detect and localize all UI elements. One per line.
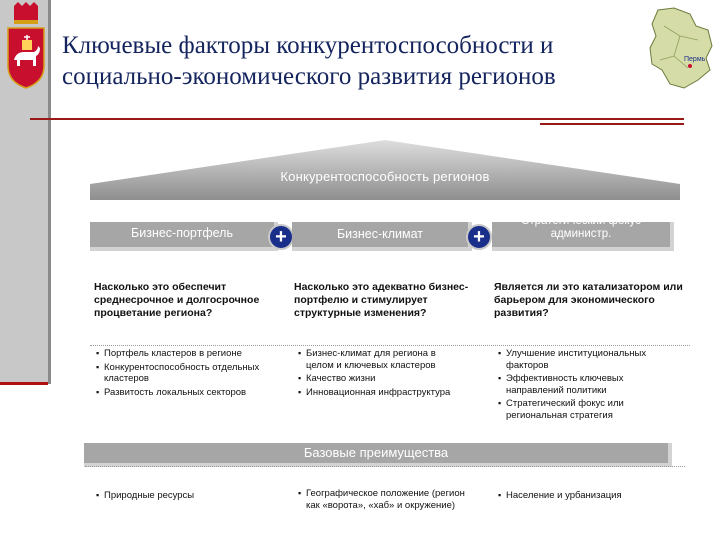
- plus-icon: +: [466, 224, 492, 250]
- pillar-business-portfolio: [90, 222, 278, 251]
- pillar-bullets: [92, 348, 262, 400]
- left-decor-edge: [48, 0, 51, 384]
- list-item: ▪ Население и урбанизация: [494, 490, 684, 502]
- base-items: [494, 490, 684, 504]
- list-item: ▪ Природные ресурсы: [92, 490, 262, 502]
- pillar-question: Насколько это обеспечит среднесрочное и долгосрочное процветание региона?: [94, 281, 260, 319]
- left-decor-red-line: [0, 382, 48, 385]
- list-item: ▪ Улучшение институциональных факторов: [494, 348, 674, 371]
- list-item: ▪ Географическое положение (регион как «ворота», «хаб» и окружение): [294, 488, 474, 511]
- plus-icon: +: [268, 224, 294, 250]
- pillar-strategic-focus: [492, 215, 674, 251]
- list-item: ▪ Стратегический фокус или региональная стратегия: [494, 398, 674, 421]
- pillar-business-climate: [292, 222, 472, 251]
- page-title: [62, 30, 662, 92]
- list-item: ▪ Инновационная инфраструктура: [294, 387, 464, 399]
- base-items: [294, 488, 474, 513]
- divider: [85, 466, 685, 468]
- title-line-2: социально-экономического развития регионов: [62, 63, 556, 90]
- pillar-question: Насколько это адекватно бизнес-портфелю и стимулирует структурные изменения?: [294, 281, 469, 319]
- pillar-bullets: [294, 348, 464, 400]
- title-line-1: Ключевые факторы конкурентоспособности и: [62, 32, 554, 59]
- pillar-bullets: [494, 348, 674, 423]
- list-item: ▪ Эффективность ключевых направлений политики: [494, 373, 674, 396]
- map-city-label: Пермь: [684, 56, 706, 63]
- list-item: ▪ Конкурентоспособность отдельных кластеров: [92, 362, 262, 385]
- coat-of-arms-icon: [4, 2, 48, 90]
- list-item: ▪ Бизнес-климат для региона в целом и ключевых кластеров: [294, 348, 464, 371]
- base-advantages-bar: Базовые преимущества: [84, 443, 672, 467]
- title-underline-accent: [540, 123, 684, 125]
- pillar-question: Является ли это катализатором или барьером для экономического развития?: [494, 281, 683, 319]
- list-item: ▪ Качество жизни: [294, 373, 464, 385]
- pillar-label: Бизнес-портфель: [131, 226, 233, 240]
- pillar-label: Стратегический фокус администр.: [521, 215, 641, 240]
- divider: [90, 345, 690, 347]
- list-item: ▪ Развитость локальных секторов: [92, 387, 262, 399]
- base-items: [92, 490, 262, 504]
- roof-label: Конкурентоспособность регионов: [280, 169, 490, 184]
- list-item: ▪ Портфель кластеров в регионе: [92, 348, 262, 360]
- pillar-label: Бизнес-климат: [336, 227, 424, 241]
- title-underline: [30, 118, 684, 120]
